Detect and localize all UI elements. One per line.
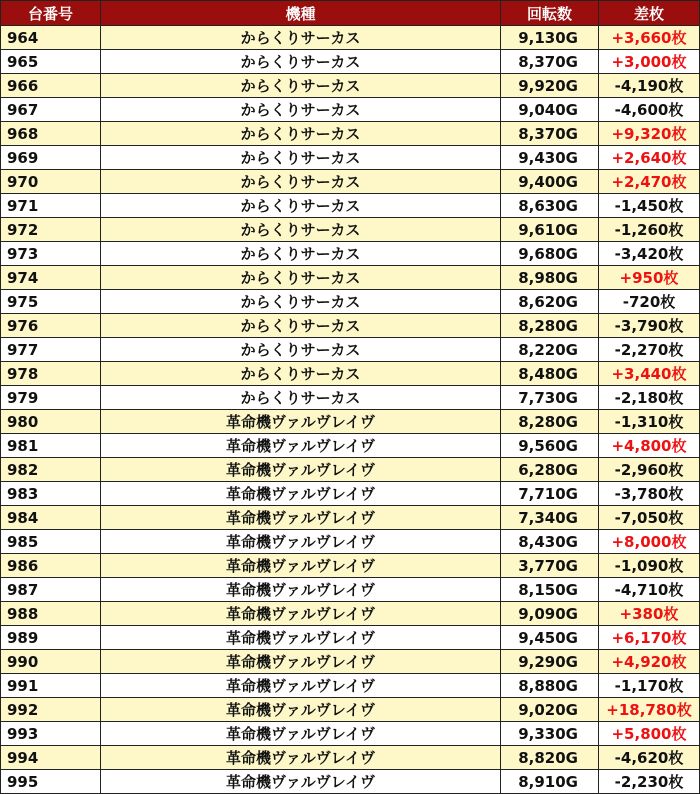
difference-cell: +3,660枚 xyxy=(599,26,700,50)
machine-number-cell: 987 xyxy=(1,578,101,602)
spins-cell: 9,090G xyxy=(501,602,599,626)
table-row xyxy=(1,26,700,50)
spins-cell: 9,430G xyxy=(501,146,599,170)
spins-cell: 8,150G xyxy=(501,578,599,602)
table-row xyxy=(1,122,700,146)
table-row xyxy=(1,770,700,794)
table-body xyxy=(1,26,700,794)
model-cell: 革命機ヴァルヴレイヴ xyxy=(101,530,501,554)
spins-cell: 9,020G xyxy=(501,698,599,722)
difference-cell: -4,710枚 xyxy=(599,578,700,602)
spins-cell: 8,430G xyxy=(501,530,599,554)
table-row xyxy=(1,482,700,506)
difference-cell: +6,170枚 xyxy=(599,626,700,650)
header-model: 機種 xyxy=(101,1,501,26)
machine-number-cell: 975 xyxy=(1,290,101,314)
model-cell: からくりサーカス xyxy=(101,98,501,122)
machine-number-cell: 977 xyxy=(1,338,101,362)
model-cell: 革命機ヴァルヴレイヴ xyxy=(101,506,501,530)
table-row xyxy=(1,146,700,170)
spins-cell: 7,730G xyxy=(501,386,599,410)
table-row xyxy=(1,506,700,530)
header-row xyxy=(1,1,700,26)
table-row xyxy=(1,218,700,242)
table-row xyxy=(1,554,700,578)
spins-cell: 3,770G xyxy=(501,554,599,578)
model-cell: からくりサーカス xyxy=(101,26,501,50)
model-cell: 革命機ヴァルヴレイヴ xyxy=(101,410,501,434)
spins-cell: 8,820G xyxy=(501,746,599,770)
difference-cell: -2,230枚 xyxy=(599,770,700,794)
machine-number-cell: 965 xyxy=(1,50,101,74)
model-cell: 革命機ヴァルヴレイヴ xyxy=(101,458,501,482)
difference-cell: -4,600枚 xyxy=(599,98,700,122)
difference-cell: -7,050枚 xyxy=(599,506,700,530)
table-row xyxy=(1,170,700,194)
table-row xyxy=(1,386,700,410)
difference-cell: -1,090枚 xyxy=(599,554,700,578)
table-row xyxy=(1,458,700,482)
difference-cell: +8,000枚 xyxy=(599,530,700,554)
model-cell: 革命機ヴァルヴレイヴ xyxy=(101,650,501,674)
difference-cell: +380枚 xyxy=(599,602,700,626)
table-row xyxy=(1,98,700,122)
difference-cell: -720枚 xyxy=(599,290,700,314)
machine-number-cell: 979 xyxy=(1,386,101,410)
machine-number-cell: 992 xyxy=(1,698,101,722)
model-cell: 革命機ヴァルヴレイヴ xyxy=(101,698,501,722)
table-row xyxy=(1,410,700,434)
spins-cell: 8,370G xyxy=(501,50,599,74)
difference-cell: +5,800枚 xyxy=(599,722,700,746)
table-row xyxy=(1,626,700,650)
machine-number-cell: 972 xyxy=(1,218,101,242)
header-difference: 差枚 xyxy=(599,1,700,26)
header-spins: 回転数 xyxy=(501,1,599,26)
machine-number-cell: 989 xyxy=(1,626,101,650)
machine-number-cell: 984 xyxy=(1,506,101,530)
spins-cell: 9,330G xyxy=(501,722,599,746)
spins-cell: 9,920G xyxy=(501,74,599,98)
difference-cell: -2,960枚 xyxy=(599,458,700,482)
spins-cell: 9,040G xyxy=(501,98,599,122)
difference-cell: +950枚 xyxy=(599,266,700,290)
machine-number-cell: 966 xyxy=(1,74,101,98)
table-row xyxy=(1,698,700,722)
difference-cell: +3,000枚 xyxy=(599,50,700,74)
difference-cell: -3,420枚 xyxy=(599,242,700,266)
spins-cell: 8,280G xyxy=(501,314,599,338)
spins-cell: 8,880G xyxy=(501,674,599,698)
spins-cell: 9,450G xyxy=(501,626,599,650)
spins-cell: 8,910G xyxy=(501,770,599,794)
machine-number-cell: 971 xyxy=(1,194,101,218)
model-cell: 革命機ヴァルヴレイヴ xyxy=(101,626,501,650)
model-cell: 革命機ヴァルヴレイヴ xyxy=(101,602,501,626)
machine-number-cell: 981 xyxy=(1,434,101,458)
spins-cell: 8,630G xyxy=(501,194,599,218)
spins-cell: 7,340G xyxy=(501,506,599,530)
model-cell: 革命機ヴァルヴレイヴ xyxy=(101,578,501,602)
machine-number-cell: 993 xyxy=(1,722,101,746)
table-row xyxy=(1,746,700,770)
difference-cell: -1,450枚 xyxy=(599,194,700,218)
model-cell: 革命機ヴァルヴレイヴ xyxy=(101,434,501,458)
model-cell: 革命機ヴァルヴレイヴ xyxy=(101,554,501,578)
spins-cell: 6,280G xyxy=(501,458,599,482)
spins-cell: 8,370G xyxy=(501,122,599,146)
table-row xyxy=(1,434,700,458)
difference-cell: +4,800枚 xyxy=(599,434,700,458)
table-row xyxy=(1,650,700,674)
spins-cell: 8,620G xyxy=(501,290,599,314)
machine-number-cell: 978 xyxy=(1,362,101,386)
machine-number-cell: 974 xyxy=(1,266,101,290)
machine-number-cell: 991 xyxy=(1,674,101,698)
machine-number-cell: 969 xyxy=(1,146,101,170)
machine-number-cell: 980 xyxy=(1,410,101,434)
table-row xyxy=(1,50,700,74)
spins-cell: 8,980G xyxy=(501,266,599,290)
table-header xyxy=(1,1,700,26)
difference-cell: -4,190枚 xyxy=(599,74,700,98)
spins-cell: 8,220G xyxy=(501,338,599,362)
table-row xyxy=(1,530,700,554)
difference-cell: -2,270枚 xyxy=(599,338,700,362)
spins-cell: 9,680G xyxy=(501,242,599,266)
table-row xyxy=(1,722,700,746)
spins-cell: 7,710G xyxy=(501,482,599,506)
difference-cell: +2,470枚 xyxy=(599,170,700,194)
difference-cell: +9,320枚 xyxy=(599,122,700,146)
model-cell: 革命機ヴァルヴレイヴ xyxy=(101,674,501,698)
machine-number-cell: 995 xyxy=(1,770,101,794)
difference-cell: -3,790枚 xyxy=(599,314,700,338)
spins-cell: 8,480G xyxy=(501,362,599,386)
model-cell: 革命機ヴァルヴレイヴ xyxy=(101,482,501,506)
model-cell: からくりサーカス xyxy=(101,170,501,194)
model-cell: からくりサーカス xyxy=(101,266,501,290)
table-row xyxy=(1,290,700,314)
table-row xyxy=(1,362,700,386)
table-row xyxy=(1,266,700,290)
machine-number-cell: 990 xyxy=(1,650,101,674)
machine-number-cell: 964 xyxy=(1,26,101,50)
model-cell: からくりサーカス xyxy=(101,218,501,242)
table-row xyxy=(1,242,700,266)
machine-number-cell: 982 xyxy=(1,458,101,482)
machine-number-cell: 994 xyxy=(1,746,101,770)
table-row xyxy=(1,602,700,626)
model-cell: からくりサーカス xyxy=(101,338,501,362)
machine-number-cell: 976 xyxy=(1,314,101,338)
difference-cell: -3,780枚 xyxy=(599,482,700,506)
table-row xyxy=(1,578,700,602)
model-cell: からくりサーカス xyxy=(101,242,501,266)
model-cell: からくりサーカス xyxy=(101,194,501,218)
machine-number-cell: 970 xyxy=(1,170,101,194)
difference-cell: -4,620枚 xyxy=(599,746,700,770)
spins-cell: 9,400G xyxy=(501,170,599,194)
spins-cell: 9,290G xyxy=(501,650,599,674)
table-row xyxy=(1,74,700,98)
model-cell: 革命機ヴァルヴレイヴ xyxy=(101,770,501,794)
machine-number-cell: 988 xyxy=(1,602,101,626)
spins-cell: 9,130G xyxy=(501,26,599,50)
table-row xyxy=(1,674,700,698)
model-cell: からくりサーカス xyxy=(101,386,501,410)
machine-number-cell: 967 xyxy=(1,98,101,122)
difference-cell: -1,310枚 xyxy=(599,410,700,434)
table-row xyxy=(1,194,700,218)
difference-cell: +18,780枚 xyxy=(599,698,700,722)
machine-number-cell: 983 xyxy=(1,482,101,506)
model-cell: からくりサーカス xyxy=(101,290,501,314)
model-cell: 革命機ヴァルヴレイヴ xyxy=(101,722,501,746)
table-row xyxy=(1,338,700,362)
difference-cell: +4,920枚 xyxy=(599,650,700,674)
machine-number-cell: 985 xyxy=(1,530,101,554)
spins-cell: 8,280G xyxy=(501,410,599,434)
difference-cell: +2,640枚 xyxy=(599,146,700,170)
difference-cell: -2,180枚 xyxy=(599,386,700,410)
difference-cell: +3,440枚 xyxy=(599,362,700,386)
table-row xyxy=(1,314,700,338)
model-cell: からくりサーカス xyxy=(101,146,501,170)
model-cell: からくりサーカス xyxy=(101,50,501,74)
model-cell: 革命機ヴァルヴレイヴ xyxy=(101,746,501,770)
model-cell: からくりサーカス xyxy=(101,74,501,98)
model-cell: からくりサーカス xyxy=(101,362,501,386)
machine-number-cell: 973 xyxy=(1,242,101,266)
spins-cell: 9,610G xyxy=(501,218,599,242)
difference-cell: -1,170枚 xyxy=(599,674,700,698)
header-machine-number: 台番号 xyxy=(1,1,101,26)
model-cell: からくりサーカス xyxy=(101,314,501,338)
machine-number-cell: 968 xyxy=(1,122,101,146)
model-cell: からくりサーカス xyxy=(101,122,501,146)
difference-cell: -1,260枚 xyxy=(599,218,700,242)
spins-cell: 9,560G xyxy=(501,434,599,458)
machine-number-cell: 986 xyxy=(1,554,101,578)
